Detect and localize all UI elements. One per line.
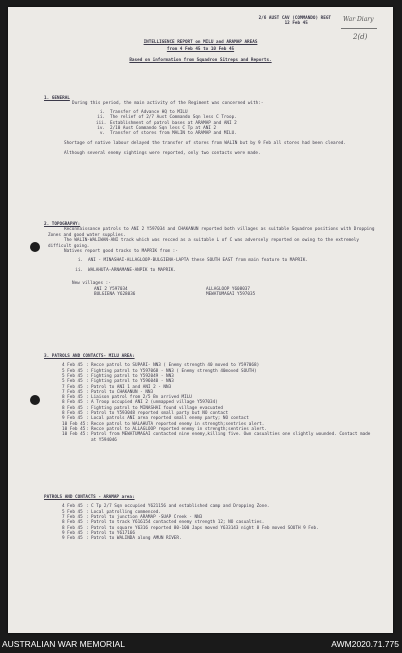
paragraph: The WALIN-WALIWAN-ANI track which was recced as a suitable L of C was adversely reported on owing to the extremely difficult going. xyxy=(48,238,359,249)
table-row: 8 Feb 45 : Patrol to Y593048 reported small party but NO contact xyxy=(62,411,229,417)
village-entry: MEWATUMAGAI Y597035 xyxy=(206,292,256,298)
section-heading: PATROLS AND CONTACTS - ARAMAP area: xyxy=(44,495,135,500)
table-row: 9 Feb 45 : Patrol to WALINDA along AMUN RIVER. xyxy=(62,536,182,542)
archive-name: AUSTRALIAN WAR MEMORIAL xyxy=(2,639,125,649)
village-entry: ALLAGLOOP Y608037 xyxy=(206,286,250,292)
villages-grid xyxy=(94,287,379,298)
archive-reference: AWM2020.71.775 xyxy=(331,639,399,649)
new-villages-label: New villages :- xyxy=(72,281,111,287)
margin-note-rule xyxy=(341,28,377,29)
title-line1: INTELLIGENCE REPORT on MILU and ARAMAP AREAS xyxy=(143,40,258,45)
new-villages xyxy=(72,281,379,298)
table-row: 8 Feb 45 : Liaison patrol from 2/5 Bn arrived MILU xyxy=(62,395,192,401)
table-row: 4 Feb 45 : Recce patrol to SUPARI- NN3 ( Enemy strength 40 moved to Y597068) xyxy=(62,363,260,369)
margin-note-line2: 2(d) xyxy=(353,33,368,41)
table-row: 9 Feb 45 : Local patrols ANI area reported small enemy party; NO contact xyxy=(62,416,249,422)
tracks-list xyxy=(74,258,379,273)
table-row: 10 Feb 45 : Recce patrol to ALLAGLOOP reported enemy in strength;sentries alert. xyxy=(62,426,267,432)
list-item: ii. WALAHUTA-ARNAMANE-ANPIK to MAPRIK. xyxy=(75,267,176,273)
table-row: 8 Feb 45 : Fighting patrol to MINASHAI found village evacuated xyxy=(62,405,223,411)
village-entry: ANI 2 Y597034 xyxy=(94,286,128,292)
table-row: 8 Feb 45 : Patrol to square Y6316 reported 80-100 Japs moved Y633143 night 8 Feb moved SOUTH 9 Feb. xyxy=(62,525,319,531)
paragraph: Reconnaissance patrols to ANI 2 Y597034 and CHAKANUN reported both villages as suitable Squadron positions with Dropping Zones and good water supplies. xyxy=(48,227,375,238)
report-title xyxy=(8,40,393,65)
table-row: 10 Feb 45 : Patrol from MEWATUMAGAI contacted nine enemy,killing five. Own casualties one slightly wounded. Contact made at Y594046 xyxy=(62,432,371,443)
milu-patrol-log xyxy=(62,363,373,442)
title-line3: Based on information from Squadron Sitreps and Reports. xyxy=(129,58,272,63)
village-entry: BULGIENA Y628036 xyxy=(94,292,136,298)
section-heading: 3. PATROLS AND CONTACTS- MILU AREA: xyxy=(44,354,135,359)
title-line2: from 4 Feb 45 to 10 Feb 45 xyxy=(166,46,235,52)
punch-hole xyxy=(30,395,40,405)
unit-name: 2/6 AUST CAV (COMMANDO) REGT xyxy=(258,16,331,21)
document-page xyxy=(8,7,393,633)
section-topography xyxy=(44,222,379,297)
table-row: 7 Feb 45 : Patrol to ANI 1 and ANI 2 - NN3 xyxy=(62,384,172,390)
table-row: 5 Feb 45 : Local patrolling commenced. xyxy=(62,509,161,515)
list-item: ii. The relief of 2/7 Aust Commando Sqn less C Troop. xyxy=(97,115,237,121)
section-heading: 1. GENERAL xyxy=(44,96,70,101)
list-item: i. ANI - MINASHAI-ALLAGLOOP-BULGIENA-LAPTA these SOUTH EAST from main feature to MAPRIK. xyxy=(77,258,308,264)
list-item: i. Transfer of Advance HQ to MILU xyxy=(99,109,188,115)
aramap-patrol-log xyxy=(62,504,373,541)
document-header xyxy=(259,16,331,27)
table-row: 5 Feb 45 : Fighting patrol to Y597068 - NN3 ( Enemy strength 40moved SOUTH) xyxy=(62,368,257,374)
table-row: 7 Feb 45 : Patrol to CHAKANUN - NN3 xyxy=(62,389,154,395)
list-item: iii. Establishment of patrol bases at ARAMAP and ANI 2 xyxy=(96,120,237,126)
general-list xyxy=(66,110,379,137)
section-aramap-patrols xyxy=(44,495,379,541)
table-row: 4 Feb 45 : C Tp 2/7 Sqn occupied Y621156 and established camp and Dropping Zone. xyxy=(62,504,270,510)
paragraph: Although several enemy sightings were reported, only two contacts were made. xyxy=(64,151,261,157)
table-row: 5 Feb 45 : Fighting patrol to Y592049 - NN3 xyxy=(62,374,174,379)
header-date: 12 Feb 45 xyxy=(284,21,308,27)
table-row: 7 Feb 45 : Patrol to junction ARAMAP -SUAP Creek - NN3 xyxy=(62,515,203,520)
paragraph: Natives report good tracks to MAPRIK from :- xyxy=(64,249,178,255)
punch-hole xyxy=(30,242,40,252)
section-general xyxy=(44,96,379,157)
paragraph: Shortage of native labour delayed the transfer of stores from WALIN but by 9 Feb all stores had been cleared. xyxy=(64,140,346,146)
table-row: 8 Feb 45 : A Troop occupied ANI 2 (unmapped village Y597034) xyxy=(62,400,218,406)
margin-note-line1: War Diary xyxy=(343,16,374,23)
list-item: iv. 2/10 Aust Commando Sqn less C Tp at ANI 2 xyxy=(97,126,217,132)
section-heading: 2. TOPOGRAPHY: xyxy=(44,222,81,227)
section-milu-patrols xyxy=(44,354,379,443)
table-row: 5 Feb 45 : Fighting patrol to Y596040 - NN3 xyxy=(62,379,174,385)
table-row: 8 Feb 45 : Patrol to track Y616154 contacted enemy strength 12; NO casualties. xyxy=(62,520,265,526)
paragraph: During this period, the main activity of the Regiment was concerned with:- xyxy=(72,101,264,107)
archive-footer xyxy=(0,637,402,653)
table-row: 10 Feb 45 : Recce patrol to WALAHUTA reported enemy in strength;sentries alert. xyxy=(62,421,265,427)
table-row: 9 Feb 45 : Patrol to Y617166 xyxy=(62,530,135,536)
list-item: v. Transfer of stores from MALIN to ARAMAP and MILU. xyxy=(99,131,237,137)
